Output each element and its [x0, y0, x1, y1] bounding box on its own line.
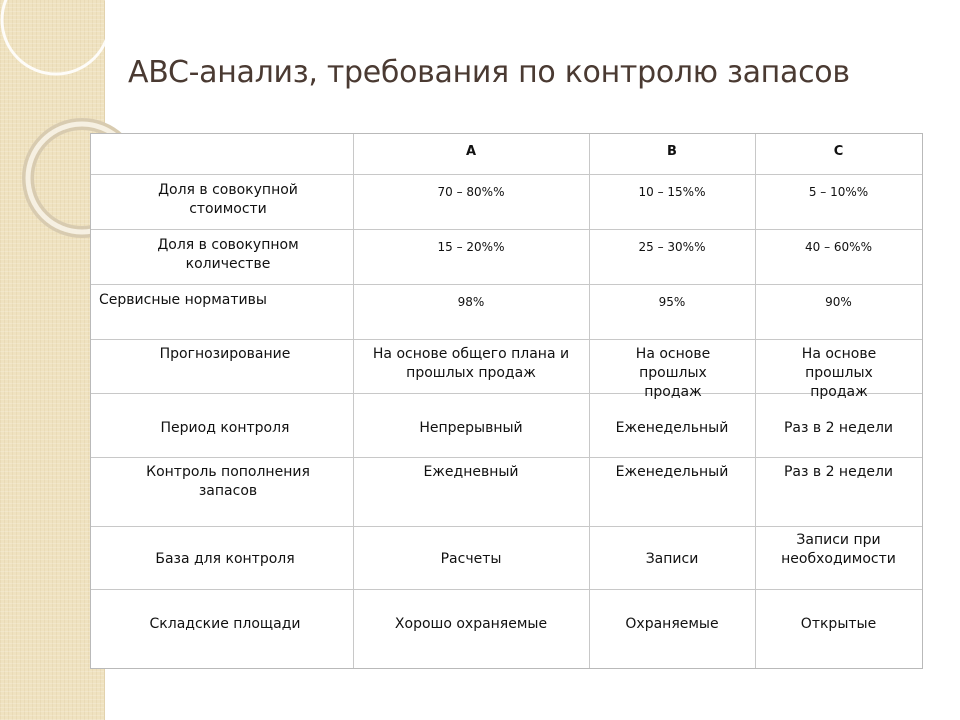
table-cell: Расчеты: [440, 551, 502, 567]
decorative-ring-large: [2, 0, 110, 74]
table-cell: Охраняемые: [625, 616, 719, 632]
table-cell: 10 – 15%%: [638, 185, 706, 199]
row-label-value-share: Доля в совокупной стоимости: [158, 182, 298, 217]
table-cell: Раз в 2 недели: [783, 464, 894, 480]
row-divider: [91, 526, 922, 527]
table-cell: 95%: [658, 295, 686, 309]
row-label-forecasting: Прогнозирование: [159, 346, 291, 362]
row-divider: [91, 457, 922, 458]
table-cell: Хорошо охраняемые: [394, 616, 548, 632]
row-label-quantity-share: Доля в совокупном количестве: [157, 237, 299, 272]
table-cell: 15 – 20%%: [437, 240, 505, 254]
table-cell: Открытые: [800, 616, 877, 632]
row-divider: [91, 229, 922, 230]
column-divider: [755, 134, 756, 668]
column-header-c: C: [833, 144, 844, 159]
table-cell: 5 – 10%%: [808, 185, 869, 199]
row-label-control-basis: База для контроля: [155, 551, 295, 567]
row-divider: [91, 284, 922, 285]
table-cell: Записи при необходимости: [781, 532, 896, 567]
table-cell: На основе прошлых продаж: [635, 346, 711, 400]
row-label-storage-areas: Складские площади: [149, 616, 301, 632]
row-label-control-period: Период контроля: [160, 420, 290, 436]
table-cell: Непрерывный: [419, 420, 523, 436]
row-divider: [91, 339, 922, 340]
slide-title: ABC-анализ, требования по контролю запасов: [128, 55, 850, 90]
table-cell: 90%: [825, 295, 852, 309]
row-label-replenishment-control: Контроль пополнения запасов: [146, 464, 310, 499]
table-cell: На основе прошлых продаж: [801, 346, 877, 400]
abc-analysis-table: [90, 133, 923, 669]
column-divider: [589, 134, 590, 668]
column-header-b: B: [667, 144, 677, 159]
table-cell: 98%: [457, 295, 485, 309]
row-divider: [91, 589, 922, 590]
table-cell: На основе общего плана и прошлых продаж: [372, 346, 570, 381]
table-cell: Еженедельный: [615, 420, 729, 436]
table-cell: Еженедельный: [615, 464, 729, 480]
column-divider: [353, 134, 354, 668]
table-cell: 70 – 80%%: [437, 185, 505, 199]
table-cell: Раз в 2 недели: [783, 420, 894, 436]
table-cell: Записи: [645, 551, 699, 567]
column-header-a: A: [465, 144, 477, 159]
row-divider: [91, 174, 922, 175]
table-cell: Ежедневный: [423, 464, 519, 480]
row-label-service-standards: Сервисные нормативы: [99, 292, 267, 308]
table-cell: 40 – 60%%: [805, 240, 872, 254]
table-cell: 25 – 30%%: [638, 240, 706, 254]
